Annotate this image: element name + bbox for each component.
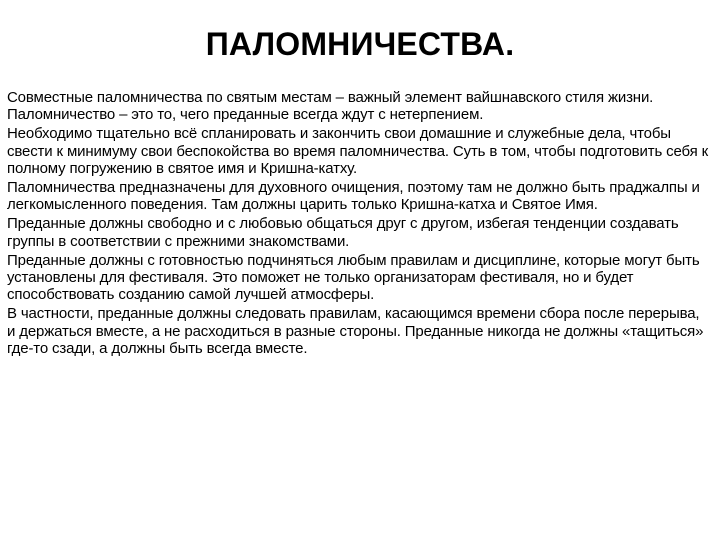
- paragraph-5: Преданные должны с готовностью подчиняться любым правилам и дисциплине, которые могут быть установлены для фестиваля. Это поможет не только организаторам фестиваля, но и будет способствовать созданию самой лучшей атмосферы.: [7, 251, 700, 304]
- paragraph-2: Необходимо тщательно всё спланировать и закончить свои домашние и служебные дела, чтобы свести к минимуму свои беспокойства во время паломничества. Суть в том, чтобы подготовить себя к полному погружению в святое имя и Кришна-катху.: [7, 125, 709, 178]
- paragraph-6: В частности, преданные должны следовать правилам, касающимся времени сбора после перерыва, и держаться вместе, а не расходиться в разные стороны. Преданные никогда не должны «тащиться» где-то сзади, а должны быть всегда вместе.: [7, 305, 704, 358]
- paragraph-3: Паломничества предназначены для духовного очищения, поэтому там не должно быть праджалпы и легкомысленного поведения. Там должны царить только Кришна-катха и Святое Имя.: [7, 179, 700, 214]
- slide-body: [7, 89, 711, 359]
- paragraph-1: Совместные паломничества по святым местам – важный элемент вайшнавского стиля жизни. Паломничество – это то, чего преданные всегда ждут с нетерпением.: [7, 89, 654, 124]
- slide-title: ПАЛОМНИЧЕСТВА.: [205, 26, 515, 62]
- paragraph-4: Преданные должны свободно и с любовью общаться друг с другом, избегая тенденции создавать группы в соответствии с прежними знакомствами.: [7, 215, 679, 250]
